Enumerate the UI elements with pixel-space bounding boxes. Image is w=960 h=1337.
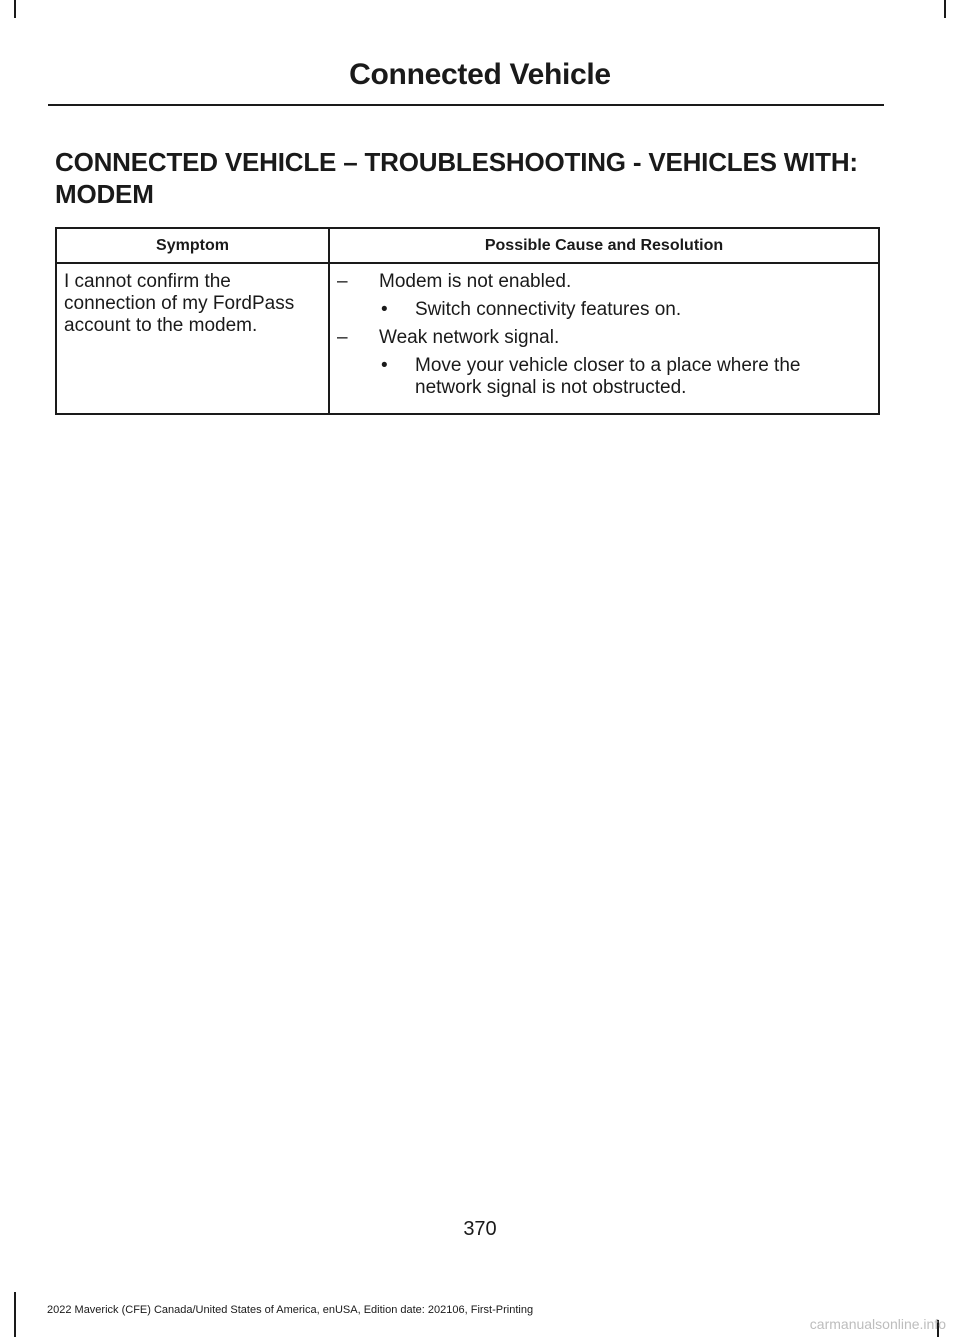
watermark: carmanualsonline.info	[809, 1316, 946, 1332]
header-divider	[48, 104, 884, 106]
resolution-item	[337, 299, 871, 321]
cause-item	[337, 271, 871, 293]
resolution-text: Switch connectivity features on.	[415, 299, 682, 320]
cause-item	[337, 327, 871, 349]
page-number: 370	[463, 1218, 497, 1240]
dash-marker: –	[337, 327, 348, 348]
column-header-symptom: Symptom	[56, 228, 329, 263]
cause-text: Modem is not enabled.	[379, 271, 572, 292]
table-row	[56, 263, 879, 414]
crop-mark-top-right	[944, 0, 946, 18]
resolution-text: Move your vehicle closer to a place where the network signal is not obstructed.	[415, 355, 801, 398]
section-title: CONNECTED VEHICLE – TROUBLESHOOTING - VEHICLES WITH: MODEM	[55, 147, 858, 209]
column-header-cause-resolution: Possible Cause and Resolution	[329, 228, 879, 263]
table-header-row	[56, 228, 879, 263]
crop-mark-top-left	[14, 0, 16, 18]
cause-resolution-cell	[329, 263, 879, 414]
troubleshooting-table	[55, 227, 880, 415]
symptom-cell: I cannot confirm the connection of my FordPass account to the modem.	[56, 263, 329, 414]
bullet-marker: •	[381, 299, 388, 320]
bullet-marker: •	[381, 355, 388, 376]
dash-marker: –	[337, 271, 348, 292]
edition-footer: 2022 Maverick (CFE) Canada/United States of America, enUSA, Edition date: 202106, First-Printing	[47, 1304, 534, 1316]
page-header-title: Connected Vehicle	[349, 58, 611, 91]
resolution-item	[337, 355, 871, 399]
crop-mark-bottom-left	[14, 1292, 16, 1337]
cause-text: Weak network signal.	[379, 327, 560, 348]
